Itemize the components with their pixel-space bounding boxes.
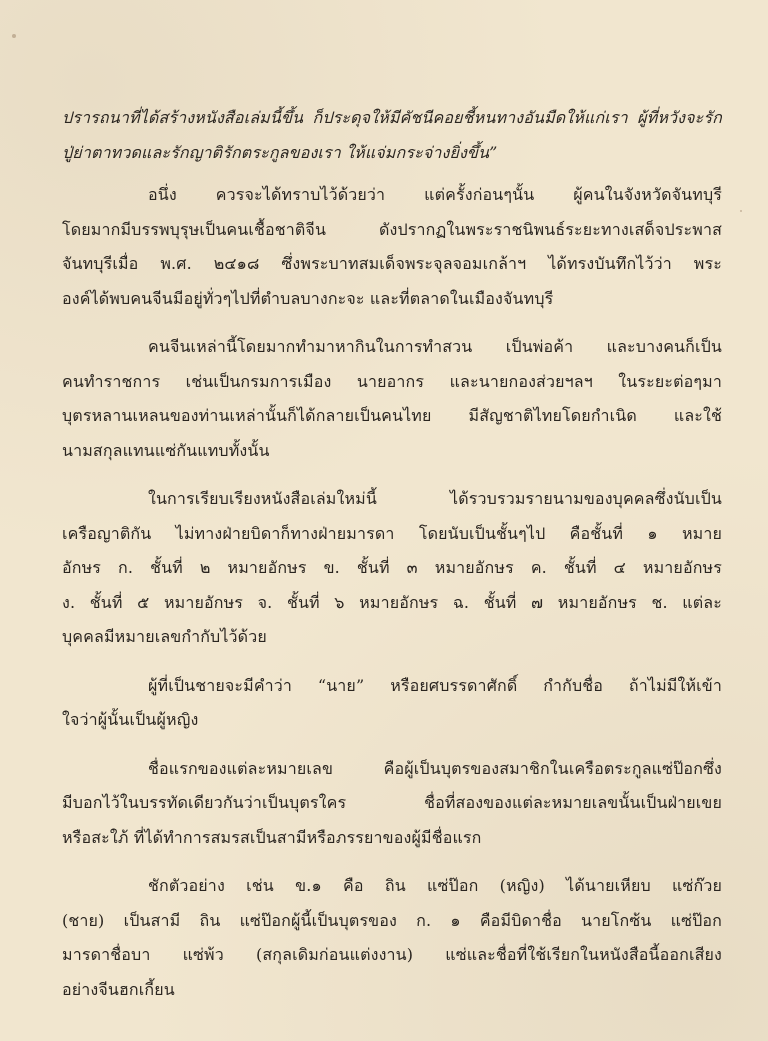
text-line: ชื่อแรกของแต่ละหมายเลข คือผู้เป็นบุตรของสมาชิกในเครือตระกูลแซ่ป๊อกซึ่ง [148, 758, 722, 778]
paragraph-6 [62, 752, 722, 856]
body-text [62, 101, 722, 1007]
paragraph-7 [62, 869, 722, 1007]
text-line: (ชาย) เป็นสามี ถิน แซ่ป๊อกผู้นี้เป็นบุตรของ ก. ๑ คือมีบิดาชื่อ นายโกซ้น แซ่ป๊อก [62, 910, 722, 930]
paper-speck [12, 34, 16, 38]
paragraph-2 [62, 178, 722, 316]
text-line: นามสกุลแทนแซ่กันแทบทั้งนั้น [62, 440, 270, 460]
text-line: เครือญาติกัน ไม่ทางฝ่ายบิดาก็ทางฝ่ายมารดา โดยนับเป็นชั้นๆไป คือชั้นที่ ๑ หมาย [62, 523, 722, 543]
text-line: ปู่ย่าตาทวดและรักญาติรักตระกูลของเรา ให้แจ่มกระจ่างยิ่งขึ้น” [62, 142, 498, 162]
text-line: จันทบุรีเมื่อ พ.ศ. ๒๔๑๘ ซึ่งพระบาทสมเด็จพระจุลจอมเกล้าฯ ได้ทรงบันทึกไว้ว่า พระ [62, 254, 722, 273]
text-line: บุตรหลานเหลนของท่านเหล่านั้นก็ได้กลายเป็นคนไทย มีสัญชาติไทยโดยกำเนิด และใช้ [62, 406, 722, 425]
text-line: บุคคลมีหมายเลขกำกับไว้ด้วย [62, 627, 267, 646]
text-line: ผู้ที่เป็นชายจะมีคำว่า “นาย” หรือยศบรรดาศักดิ์ กำกับชื่อ ถ้าไม่มีให้เข้า [148, 675, 722, 695]
text-line: มีบอกไว้ในบรรทัดเดียวกันว่าเป็นบุตรใคร ชื่อที่สองของแต่ละหมายเลขนั้นเป็นฝ่ายเขย [62, 793, 722, 812]
text-line: หรือสะใภ้ ที่ได้ทำการสมรสเป็นสามีหรือภรรยาของผู้มีชื่อแรก [62, 827, 482, 847]
paper-speck [740, 210, 742, 212]
paragraph-4 [62, 482, 722, 655]
text-line: โดยมากมีบรรพบุรุษเป็นคนเชื้อชาติจีน ดังปรากฏในพระราชนิพนธ์ระยะทางเสด็จประพาส [62, 219, 722, 239]
text-line: คนทำราชการ เช่นเป็นกรมการเมือง นายอากร และนายกองส่วยฯลฯ ในระยะต่อๆมา [62, 371, 722, 391]
text-line: อักษร ก. ชั้นที่ ๒ หมายอักษร ข. ชั้นที่ ๓ หมายอักษร ค. ชั้นที่ ๔ หมายอักษร [62, 558, 722, 577]
paragraph-3 [62, 330, 722, 468]
text-line: ปรารถนาที่ได้สร้างหนังสือเล่มนี้ขึ้น ก็ประดุจให้มีคัชนีคอยชี้หนทางอันมืดให้แก่เรา ผู้ที่หวังจะรัก [62, 108, 722, 127]
text-line: มารดาชื่อบา แซ่พ้ว (สกุลเดิมก่อนแต่งงาน) แซ่และชื่อที่ใช้เรียกในหนังสือนี้ออกเสียง [62, 945, 722, 964]
text-line: ชักตัวอย่าง เช่น ข.๑ คือ ถิน แซ่ป๊อก (หญิง) ได้นายเหียบ แซ่ก๊วย [148, 876, 722, 895]
paragraph-5 [62, 669, 722, 738]
text-line: องค์ได้พบคนจีนมีอยู่ทั่วๆไปที่ตำบลบางกะจะ และที่ตลาดในเมืองจันทบุรี [62, 288, 554, 308]
text-line: ใจว่าผู้นั้นเป็นผู้หญิง [62, 710, 199, 729]
text-line: อนึ่ง ควรจะได้ทราบไว้ด้วยว่า แต่ครั้งก่อนๆนั้น ผู้คนในจังหวัดจันทบุรี [148, 185, 722, 204]
text-line: คนจีนเหล่านี้โดยมากทำมาหากินในการทำสวน เป็นพ่อค้า และบางคนก็เป็น [148, 337, 722, 356]
text-line: ง. ชั้นที่ ๕ หมายอักษร จ. ชั้นที่ ๖ หมายอักษร ฉ. ชั้นที่ ๗ หมายอักษร ช. แต่ละ [62, 592, 722, 612]
paragraph-1 [62, 101, 722, 170]
text-line: อย่างจีนฮกเกี้ยน [62, 979, 175, 999]
text-line: ในการเรียบเรียงหนังสือเล่มใหม่นี้ ได้รวบรวมรายนามของบุคคลซึ่งนับเป็น [148, 489, 722, 508]
